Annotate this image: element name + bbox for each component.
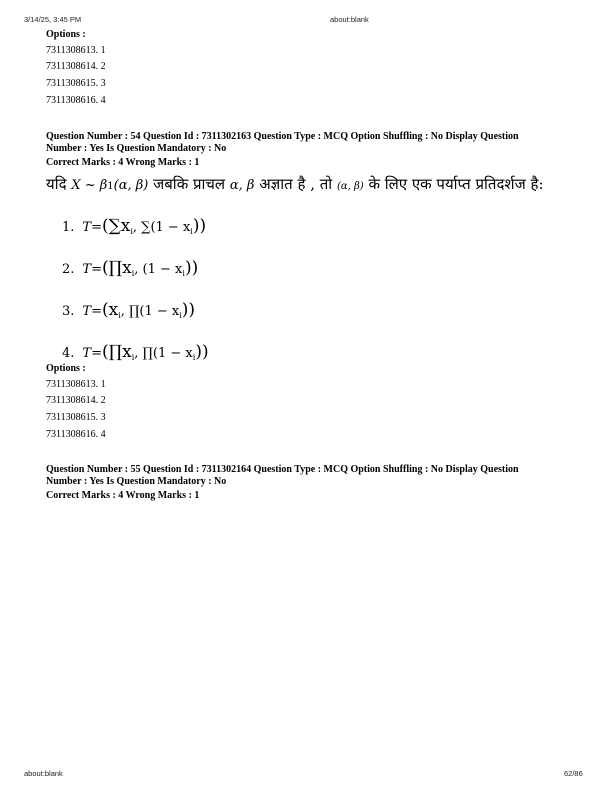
question-meta-line-1: Question Number : 55 Question Id : 7311302164 Question Type : MCQ Option Shuffling : No Display Question bbox=[46, 464, 519, 475]
choice-4: 4. $T=(\prod x_i$, ∏(1 − $x_i$)) bbox=[62, 342, 209, 362]
question-marks: Correct Marks : 4 Wrong Marks : 1 bbox=[46, 157, 200, 168]
question-marks: Correct Marks : 4 Wrong Marks : 1 bbox=[46, 490, 200, 501]
question-meta-line-2: Number : Yes Is Question Mandatory : No bbox=[46, 476, 227, 487]
choice-2: 2. $T=(\prod x_i$, $(1 - x_i)$) bbox=[62, 258, 199, 278]
footer-url: about:blank bbox=[24, 769, 63, 778]
choice-1: 1. $T=(\sum x_i$, $\sum(1 - x_i)$) bbox=[62, 216, 207, 236]
option-item: 7311308613. 1 bbox=[46, 45, 106, 56]
option-item: 7311308616. 4 bbox=[46, 429, 106, 440]
options-label: Options : bbox=[46, 363, 86, 374]
option-item: 7311308615. 3 bbox=[46, 412, 106, 423]
question-meta-line-2: Number : Yes Is Question Mandatory : No bbox=[46, 143, 227, 154]
page-number: 62/86 bbox=[564, 769, 583, 778]
choice-3: 3. $T=(x_i$, ∏(1 − $x_i$)) bbox=[62, 300, 196, 320]
question-meta-line-1: Question Number : 54 Question Id : 7311302163 Question Type : MCQ Option Shuffling : No Display Question bbox=[46, 131, 519, 142]
options-label: Options : bbox=[46, 29, 86, 40]
print-url: about:blank bbox=[330, 15, 369, 24]
option-item: 7311308613. 1 bbox=[46, 379, 106, 390]
option-item: 7311308614. 2 bbox=[46, 61, 106, 72]
question-text: यदि X ~ β1(α, β) जबकि प्राचल α, β अज्ञात है , तो (α, β) के लिए एक पर्याप्त प्रतिदर्शज है: bbox=[46, 175, 544, 193]
option-item: 7311308614. 2 bbox=[46, 395, 106, 406]
print-datetime: 3/14/25, 3:45 PM bbox=[24, 15, 82, 24]
option-item: 7311308616. 4 bbox=[46, 95, 106, 106]
option-item: 7311308615. 3 bbox=[46, 78, 106, 89]
